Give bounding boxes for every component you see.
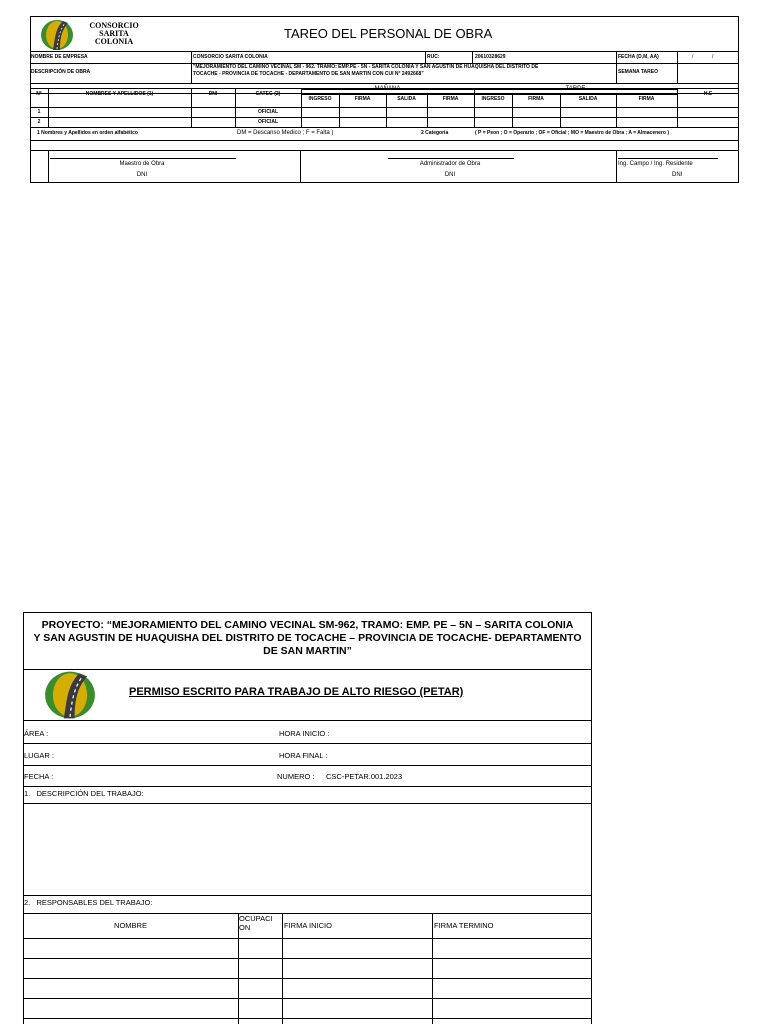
petar-logo [42,670,98,720]
petar-title: PERMISO ESCRITO PARA TRABAJO DE ALTO RIESGO (PETAR) [129,686,464,698]
col-n: N° [36,91,42,97]
resp-col-nombre: NOMBRE [114,921,147,930]
section-descripcion: 1. DESCRIPCIÓN DEL TRABAJO: [24,789,144,798]
field-numero-label: NUMERO : [277,772,315,781]
road-logo-icon [39,19,75,51]
fecha-sep-2: / [712,54,714,60]
petar-proyecto [23,619,592,658]
col-ingreso-pm: INGRESO [481,96,505,102]
col-salida-pm: SALIDA [578,96,598,102]
proyecto-line: PROYECTO: “MEJORAMIENTO DEL CAMINO VECINAL SM-962, TRAMO: EMP. PE – 5N – SARITA COLONIA [41,619,574,631]
logo-line: COLONIA [94,37,134,46]
col-he: H.E [703,91,713,97]
ocupacion-line: ON [239,923,251,932]
value-ruc: 20610328629 [475,54,506,60]
label-nombre-empresa: NOMBRE DE EMPRESA [31,54,88,60]
col-firma-pm-2: FIRMA [638,96,655,102]
field-area: ÁREA : [24,729,49,738]
row-1-categ: OFICIAL [258,109,278,115]
field-hora-inicio: HORA INICIO : [279,729,330,738]
ocupacion-line: OCUPACI [239,914,273,923]
company-logo-text [78,22,150,46]
logo-line: SARITA [99,29,129,38]
col-tarde: TARDE [565,86,586,92]
value-empresa: CONSORCIO SARITA COLONIA [193,54,268,60]
col-ingreso-am: INGRESO [308,96,332,102]
note-categoria: 2 Categoria [421,130,449,136]
proyecto-line: Y SAN AGUSTIN DE HUAQUISHA DEL DISTRITO DE TOCACHE – PROVINCIA DE TOCACHE- DEPARTAMENTO [33,632,582,644]
proyecto-line: DE SAN MARTIN” [263,645,352,657]
fecha-sep-1: / [692,54,694,60]
note-dm: DM = Descanso Medico ; F = Falta ) [237,130,334,136]
label-descripcion-obra: DESCRIPCIÓN DE OBRA [31,69,91,75]
signature-ingeniero-dni: DNI [672,172,683,178]
resp-col-firma-inicio: FIRMA INICIO [284,921,332,930]
field-fecha: FECHA : [24,772,54,781]
signature-ingeniero: Ing. Campo / Ing. Residente [618,161,693,167]
field-numero-value: CSC-PETAR.001.2023 [326,772,403,781]
value-descripcion-2: TOCACHE - PROVINCIA DE TOCACHE - DEPARTAMENTO DE SAN MARTIN CON CUI N° 2492668" [193,71,424,77]
signature-maestro-dni: DNI [136,172,148,178]
field-hora-final: HORA FINAL : [279,751,328,760]
col-firma-pm-1: FIRMA [528,96,544,102]
signature-administrador: Administrador de Obra [419,161,481,167]
row-2-n: 2 [37,119,41,125]
field-lugar: LUGAR : [24,751,55,760]
col-manana: MAÑANA [374,86,401,92]
col-firma-am-1: FIRMA [354,96,371,102]
col-firma-am-2: FIRMA [442,96,459,102]
note-categoria-detail: ( P = Peon ; O = Operario ; OF = Oficial ; MO = Maestro de Obra ; A = Almacenero ) [475,130,669,136]
logo-line: CONSORCIO [89,21,139,30]
col-dni: DNI [208,91,218,97]
signature-maestro: Maestro de Obra [119,161,165,167]
row-2-categ: OFICIAL [258,119,278,125]
resp-col-firma-termino: FIRMA TERMINO [434,921,494,930]
tareo-title: TAREO DEL PERSONAL DE OBRA [284,26,493,41]
road-logo-icon [42,670,98,720]
value-descripcion-1: "MEJORAMIENTO DEL CAMINO VECINAL SM - 962. TRAMO: EMP.PE - 5N - SARITA COLONIA Y SAN AGUSTIN DE HUAQUISHA DEL DISTRITO DE [193,64,539,70]
row-1-n: 1 [37,109,41,115]
note-nombres: 1 Nombres y Apellidos en orden alfabético [37,130,138,136]
petar-form [23,612,592,1024]
col-categ: CATEG (2) [255,91,281,97]
label-ruc: RUC: [427,54,440,60]
company-logo [39,19,75,51]
label-fecha: FECHA (D,M, AA) [618,54,659,60]
resp-col-ocupacion [239,914,273,932]
col-nombres: NOMBRES Y APELLIDOS (1) [85,91,154,97]
col-salida-am: SALIDA [397,96,416,102]
label-semana: SEMANA TAREO [618,69,658,75]
section-responsables: 2. RESPONSABLES DEL TRABAJO: [24,898,153,907]
signature-administrador-dni: DNI [444,172,456,178]
